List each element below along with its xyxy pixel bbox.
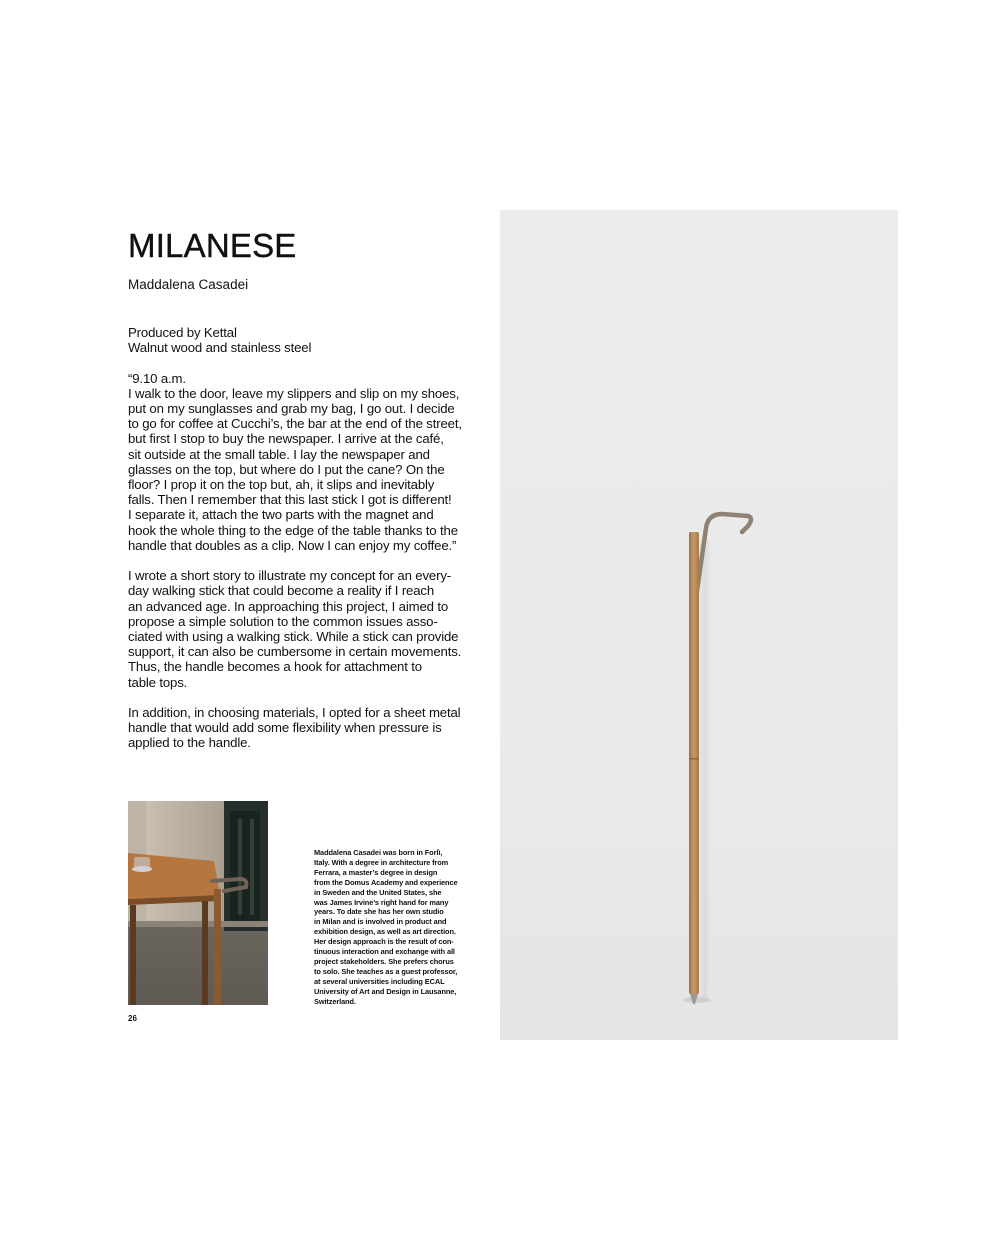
story-paragraph xyxy=(128,371,488,553)
text-line: but first I stop to buy the newspaper. I arrive at the café, xyxy=(128,431,444,447)
text-line: propose a simple solution to the common issues asso- xyxy=(128,613,438,629)
cafe-table-photo xyxy=(128,801,268,1005)
materials-paragraph xyxy=(128,705,488,751)
bio-line: Italy. With a degree in architecture from xyxy=(314,857,449,867)
text-line: applied to the handle. xyxy=(128,735,251,751)
text-line: I separate it, attach the two parts with the magnet and xyxy=(128,507,434,523)
bio-line: Maddalena Casadei was born in Forlì, xyxy=(314,848,443,857)
text-line: I walk to the door, leave my slippers and slip on my shoes, xyxy=(128,385,460,401)
bio-line: project stakeholders. She prefers chorus xyxy=(314,956,454,966)
text-line: sit outside at the small table. I lay the newspaper and xyxy=(128,446,430,462)
bio-line: to solo. She teaches as a guest professor, xyxy=(314,966,458,976)
bio-line: University of Art and Design in Lausanne, xyxy=(314,986,457,996)
bio-line: Her design approach is the result of con- xyxy=(314,937,454,947)
text-line: an advanced age. In approaching this project, I aimed to xyxy=(128,598,449,614)
article-title: MILANESE xyxy=(128,227,297,264)
text-line: put on my sunglasses and grab my bag, I go out. I decide xyxy=(128,401,455,416)
bio-line: from the Domus Academy and experience xyxy=(314,877,458,887)
bio-line: Ferrara, a master’s degree in design xyxy=(314,867,438,877)
designer-name: Maddalena Casadei xyxy=(128,277,249,292)
bio-line: in Milan and is involved in product and xyxy=(314,917,447,927)
credit-producer: Produced by Kettal xyxy=(128,325,237,340)
bio-line: exhibition design, as well as art direction. xyxy=(314,927,456,937)
text-line: to go for coffee at Cucchi’s, the bar at the end of the street, xyxy=(128,416,462,432)
page-number: 26 xyxy=(128,1014,137,1023)
text-line: ciated with using a walking stick. While a stick can provide xyxy=(128,629,459,645)
text-line: falls. Then I remember that this last stick I got is different! xyxy=(128,492,452,508)
text-line: hook the whole thing to the edge of the table thanks to the xyxy=(128,522,458,538)
text-line: day walking stick that could become a reality if I reach xyxy=(128,583,435,599)
bio-line: Switzerland. xyxy=(314,996,356,1006)
cafe-table-illustration xyxy=(128,801,268,1005)
text-line: handle that would add some flexibility when pressure is xyxy=(128,720,442,736)
text-line: table tops. xyxy=(128,674,188,690)
text-line: support, it can also be cumbersome in certain movements. xyxy=(128,644,462,660)
credits xyxy=(128,325,488,355)
text-line: Thus, the handle becomes a hook for attachment to xyxy=(128,659,422,675)
text-line: In addition, in choosing materials, I opted for a sheet metal xyxy=(128,705,461,721)
bio-line: years. To date she has her own studio xyxy=(314,907,444,917)
walking-stick-photo xyxy=(500,210,898,1040)
concept-paragraph xyxy=(128,568,488,690)
bio-line: tinuous interaction and exchange with all xyxy=(314,947,455,957)
bio-line: was James Irvine’s right hand for many xyxy=(314,897,449,907)
text-line: glasses on the top, but where do I put the cane? On the xyxy=(128,461,445,477)
text-line: I wrote a short story to illustrate my concept for an every- xyxy=(128,568,452,584)
article-body xyxy=(128,325,488,766)
designer-bio xyxy=(314,848,494,1007)
bio-line: at several universities including ECAL xyxy=(314,976,445,986)
credit-materials: Walnut wood and stainless steel xyxy=(128,340,312,356)
bio-line: in Sweden and the United States, she xyxy=(314,887,442,897)
text-line: floor? I prop it on the top but, ah, it slips and inevitably xyxy=(128,477,435,493)
walking-stick-illustration xyxy=(500,210,898,1040)
text-line: handle that doubles as a clip. Now I can enjoy my coffee.” xyxy=(128,537,457,553)
text-line: “9.10 a.m. xyxy=(128,370,186,386)
